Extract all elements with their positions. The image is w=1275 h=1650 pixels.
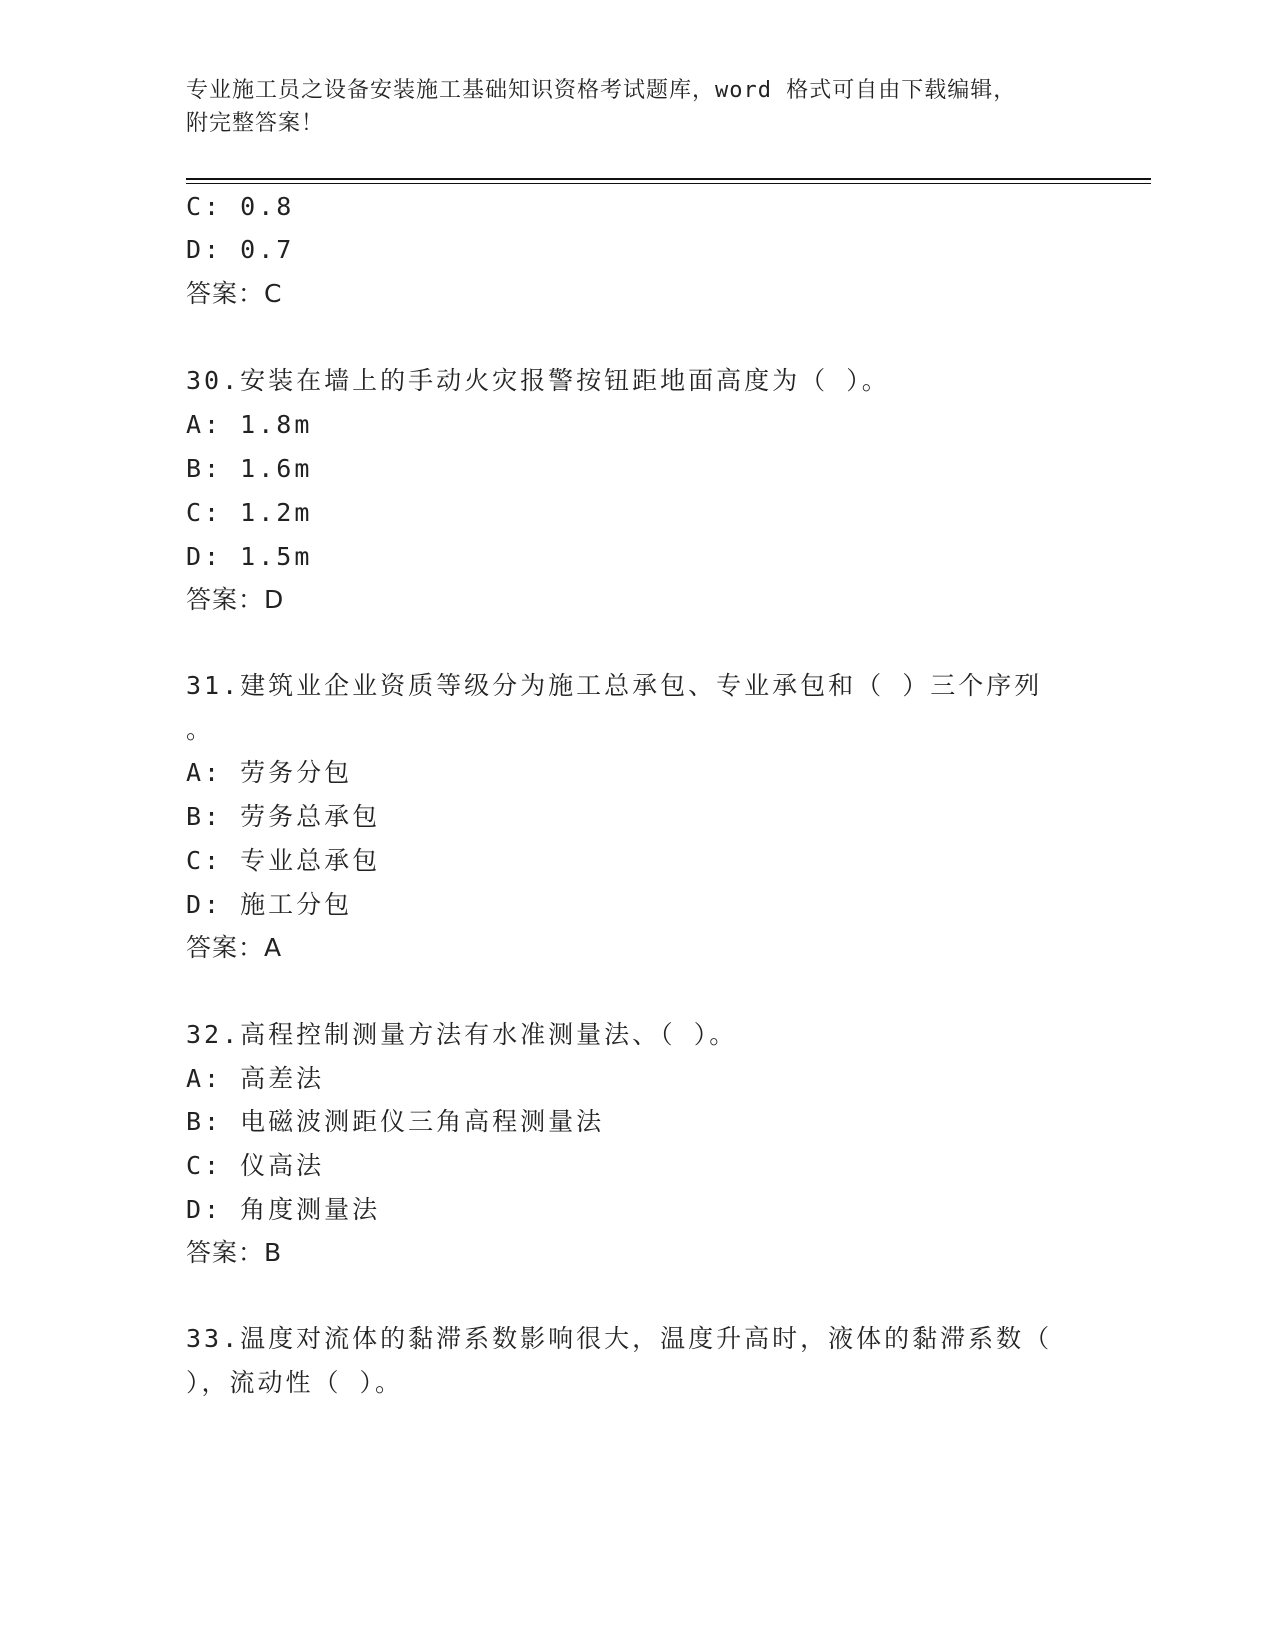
option-label: C:: [186, 846, 223, 875]
option-label: C:: [186, 192, 223, 221]
question-stem: 32.高程控制测量方法有水准测量法、（ ）。: [186, 1020, 738, 1049]
option-b: [186, 452, 312, 486]
answer-value: B: [264, 1238, 283, 1267]
option-text: 劳务总承包: [240, 802, 381, 831]
option-d: [186, 1193, 380, 1227]
option-c: [186, 190, 294, 224]
answer-value: A: [264, 933, 283, 962]
option-label: D:: [186, 235, 223, 264]
header-divider-bottom: [186, 183, 1151, 184]
option-label: A:: [186, 758, 223, 787]
option-text: 电磁波测距仪三角高程测量法: [240, 1107, 605, 1136]
option-label: D:: [186, 890, 223, 919]
option-a: [186, 1062, 324, 1096]
option-text: 高差法: [240, 1064, 325, 1093]
option-b: [186, 1105, 604, 1139]
option-text: 劳务分包: [240, 758, 353, 787]
answer-label: 答案：: [186, 1238, 265, 1267]
option-text: 0.8: [240, 192, 295, 221]
question-stem-continued: 。: [186, 715, 215, 744]
option-c: [186, 496, 312, 530]
answer-label: 答案：: [186, 933, 265, 962]
question-stem: 31.建筑业企业资质等级分为施工总承包、专业承包和（ ）三个序列: [186, 671, 1043, 700]
option-label: D:: [186, 1195, 223, 1224]
option-a: [186, 756, 352, 790]
answer-value: D: [264, 585, 285, 614]
answer-line: [186, 583, 284, 617]
question-stem: 33.温度对流体的黏滞系数影响很大，温度升高时，液体的黏滞系数（: [186, 1324, 1053, 1353]
option-d: [186, 233, 294, 267]
option-text: 1.6m: [240, 454, 313, 483]
option-c: [186, 1149, 324, 1183]
question-stem-continued: ），流动性（ ）。: [186, 1368, 404, 1397]
option-a: [186, 408, 312, 442]
answer-line: [186, 277, 282, 311]
option-text: 仪高法: [240, 1151, 325, 1180]
option-label: B:: [186, 802, 223, 831]
option-text: 角度测量法: [240, 1195, 381, 1224]
answer-label: 答案：: [186, 585, 265, 614]
option-label: B:: [186, 1107, 223, 1136]
header-divider-top: [186, 178, 1151, 180]
option-label: C:: [186, 498, 223, 527]
document-header: [186, 74, 1066, 140]
answer-line: [186, 1236, 282, 1270]
option-label: D:: [186, 542, 223, 571]
header-line-1: 专业施工员之设备安装施工基础知识资格考试题库，word 格式可自由下载编辑，: [186, 78, 1017, 103]
option-d: [186, 540, 312, 574]
option-d: [186, 888, 352, 922]
question-stem: 30.安装在墙上的手动火灾报警按钮距地面高度为（ ）。: [186, 366, 890, 395]
option-text: 1.8m: [240, 410, 313, 439]
option-text: 施工分包: [240, 890, 353, 919]
option-b: [186, 800, 380, 834]
answer-line: [186, 931, 282, 965]
option-label: B:: [186, 454, 223, 483]
answer-label: 答案：: [186, 279, 265, 308]
option-text: 0.7: [240, 235, 295, 264]
option-text: 专业总承包: [240, 846, 381, 875]
answer-value: C: [264, 279, 283, 308]
option-label: A:: [186, 1064, 223, 1093]
option-label: C:: [186, 1151, 223, 1180]
option-text: 1.5m: [240, 542, 313, 571]
header-line-2: 附完整答案！: [186, 111, 325, 136]
option-label: A:: [186, 410, 223, 439]
option-c: [186, 844, 380, 878]
option-text: 1.2m: [240, 498, 313, 527]
